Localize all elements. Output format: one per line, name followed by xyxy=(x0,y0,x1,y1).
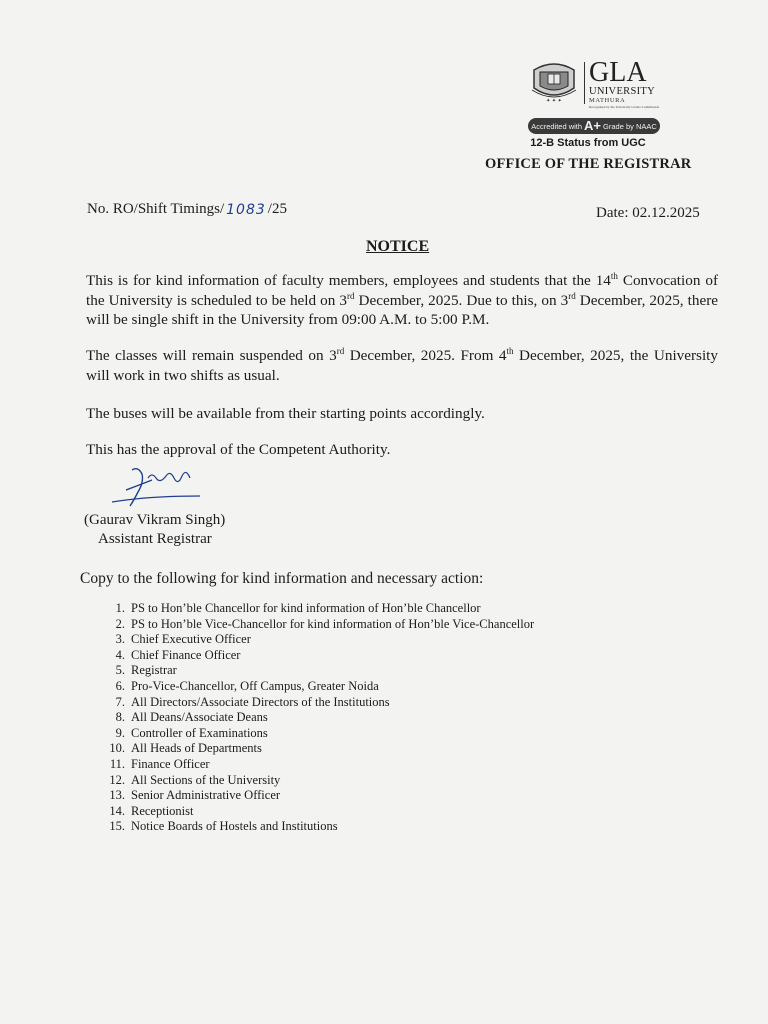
list-item xyxy=(100,632,534,648)
list-item-number: 10. xyxy=(109,741,125,756)
copy-to-heading: Copy to the following for kind information and necessary action: xyxy=(80,570,484,587)
list-item-text: Chief Executive Officer xyxy=(131,632,251,647)
notice-date: Date: 02.12.2025 xyxy=(596,205,700,221)
office-of-registrar: OFFICE OF THE REGISTRAR xyxy=(485,156,692,172)
list-item-text: All Directors/Associate Directors of the Institutions xyxy=(131,694,390,709)
list-item-text: Receptionist xyxy=(131,803,194,818)
list-item-text: Chief Finance Officer xyxy=(131,647,241,662)
naac-prefix: Accredited with xyxy=(531,121,583,131)
list-item xyxy=(100,819,534,835)
list-item xyxy=(100,773,534,789)
list-item xyxy=(100,648,534,664)
university-emblem-icon xyxy=(528,60,580,104)
notice-title: NOTICE xyxy=(366,238,430,255)
university-logo-block xyxy=(528,57,668,149)
ugc-status: 12-B Status from UGC xyxy=(530,137,646,149)
list-item-number: 13. xyxy=(109,788,125,803)
reference-number xyxy=(87,201,287,218)
p1-sup-b: rd xyxy=(347,290,355,301)
p1-text-b: Convocation of the University is scheduled to be held on 3 xyxy=(86,272,718,309)
list-item xyxy=(100,663,534,679)
list-item-number: 7. xyxy=(115,694,125,709)
p2-text-a: The classes will remain suspended on 3 xyxy=(86,347,337,364)
list-item xyxy=(100,757,534,773)
naac-suffix: Grade by NAAC xyxy=(603,121,657,131)
naac-accreditation-badge xyxy=(528,118,660,134)
list-item-number: 12. xyxy=(109,772,125,787)
list-item-text: Pro-Vice-Chancellor, Off Campus, Greater Noida xyxy=(131,678,379,693)
list-item xyxy=(100,617,534,633)
logo-name: GLA xyxy=(589,57,647,88)
list-item-number: 11. xyxy=(109,756,125,771)
p1-sup-a: th xyxy=(610,270,618,281)
svg-text:✦ ✦ ✦: ✦ ✦ ✦ xyxy=(546,98,562,104)
copy-to-list xyxy=(100,601,534,835)
paragraph-buses: The buses will be available from their starting points accordingly. xyxy=(86,405,485,422)
list-item xyxy=(100,679,534,695)
logo-city: MATHURA xyxy=(589,97,626,104)
list-item xyxy=(100,741,534,757)
list-item-number: 5. xyxy=(115,663,125,678)
paragraph-approval: This has the approval of the Competent Authority. xyxy=(86,441,391,458)
p1-sup-c: rd xyxy=(568,290,576,301)
list-item xyxy=(100,804,534,820)
list-item-number: 14. xyxy=(109,803,125,818)
p1-text-a: This is for kind information of faculty members, employees and students that the 14 xyxy=(86,272,611,289)
logo-university: UNIVERSITY xyxy=(589,86,655,97)
list-item xyxy=(100,788,534,804)
p1-text-c: December, 2025. Due to this, on 3 xyxy=(354,291,569,309)
logo-divider xyxy=(584,62,585,104)
list-item-text: Notice Boards of Hostels and Institutions xyxy=(131,819,338,834)
handwritten-signature xyxy=(108,462,208,510)
p2-text-c: December, 2025, the University will work in two shifts as usual. xyxy=(86,347,718,384)
handwritten-reference-number: 1083 xyxy=(226,202,266,218)
p2-sup-a: rd xyxy=(336,345,345,356)
list-item-text: All Heads of Departments xyxy=(131,741,262,756)
p2-sup-b: th xyxy=(506,345,514,356)
list-item-number: 8. xyxy=(115,710,125,725)
list-item-number: 15. xyxy=(109,819,125,834)
paragraph-convocation xyxy=(86,271,718,330)
list-item-text: PS to Hon’ble Chancellor for kind information of Hon’ble Chancellor xyxy=(131,601,481,615)
naac-grade: A+ xyxy=(584,118,602,133)
list-item xyxy=(100,726,534,742)
list-item xyxy=(100,710,534,726)
list-item-number: 1. xyxy=(115,601,125,615)
reference-prefix: No. RO/Shift Timings/ xyxy=(87,201,225,217)
list-item-number: 6. xyxy=(115,678,125,693)
list-item-text: PS to Hon’ble Vice-Chancellor for kind information of Hon’ble Vice-Chancellor xyxy=(131,616,535,631)
list-item xyxy=(100,695,534,711)
list-item-number: 9. xyxy=(115,725,125,740)
list-item-number: 2. xyxy=(115,616,125,631)
list-item-number: 4. xyxy=(115,647,125,662)
list-item-text: All Sections of the University xyxy=(131,772,281,787)
signatory-designation: Assistant Registrar xyxy=(98,531,212,547)
list-item-text: Controller of Examinations xyxy=(131,725,268,740)
list-item-text: All Deans/Associate Deans xyxy=(131,710,268,725)
list-item-number: 3. xyxy=(115,632,125,647)
paragraph-classes xyxy=(86,346,718,385)
reference-suffix: /25 xyxy=(267,201,287,217)
list-item xyxy=(100,601,534,617)
signatory-name: (Gaurav Vikram Singh) xyxy=(84,512,226,528)
list-item-text: Senior Administrative Officer xyxy=(131,788,281,803)
list-item-text: Registrar xyxy=(131,663,177,678)
logo-tagline: Recognised by the University Grants Commission xyxy=(589,105,660,109)
list-item-text: Finance Officer xyxy=(131,756,210,771)
p2-text-b: December, 2025. From 4 xyxy=(344,347,507,364)
p1-text-d: December, 2025, there will be single shift in the University from 09:00 A.M. to 5:00 P.M. xyxy=(86,291,718,328)
